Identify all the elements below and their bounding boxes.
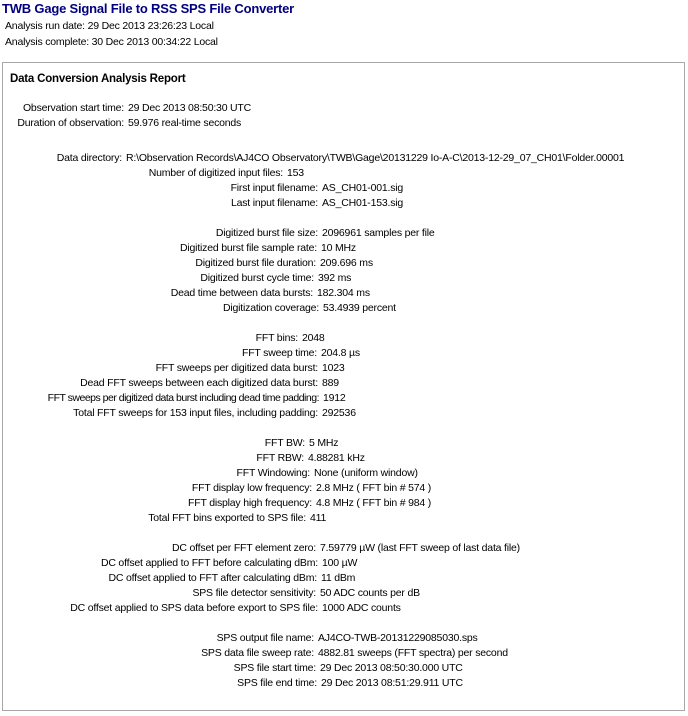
line-label: FFT sweeps per digitized data burst: <box>155 362 318 374</box>
line-label: DC offset applied to FFT after calculating dBm: <box>108 572 317 584</box>
line-fft-bins <box>3 331 325 345</box>
line-dc-offset-after-dbm <box>3 571 355 585</box>
line-value: 2096961 samples per file <box>322 227 435 239</box>
line-label: Digitization coverage: <box>223 302 319 314</box>
line-label: SPS file end time: <box>237 677 317 689</box>
line-dead-time-between-bursts <box>3 286 370 300</box>
line-dc-offset-element-zero <box>3 541 520 555</box>
line-label: Dead FFT sweeps between each digitized data burst: <box>80 377 318 389</box>
line-label: FFT RBW: <box>256 452 304 464</box>
line-number-of-input-files <box>3 166 304 180</box>
line-sps-data-file-sweep-rate <box>3 646 508 660</box>
line-label: Last input filename: <box>230 197 318 209</box>
line-value: 53.4939 percent <box>323 302 396 314</box>
line-value: 1023 <box>322 362 345 374</box>
line-value: 100 µW <box>322 557 358 569</box>
line-label: Digitized burst file sample rate: <box>180 242 317 254</box>
line-value: None (uniform window) <box>314 467 418 479</box>
line-fft-sweep-time <box>3 346 360 360</box>
line-burst-file-duration <box>3 256 373 270</box>
app-title: TWB Gage Signal File to RSS SPS File Converter <box>2 1 295 16</box>
analysis-complete-date: Analysis complete: 30 Dec 2013 00:34:22 Local <box>5 36 218 48</box>
line-label: SPS output file name: <box>216 632 314 644</box>
line-label: SPS file detector sensitivity: <box>192 587 316 599</box>
line-value: 4882.81 sweeps (FFT spectra) per second <box>318 647 508 659</box>
line-digitization-coverage <box>3 301 396 315</box>
line-burst-file-size <box>3 226 435 240</box>
line-label: Digitized burst cycle time: <box>200 272 314 284</box>
line-observation-start-time <box>3 101 251 115</box>
line-value: 411 <box>310 512 327 524</box>
line-burst-cycle-time <box>3 271 351 285</box>
analysis-run-date: Analysis run date: 29 Dec 2013 23:26:23 Local <box>5 20 214 32</box>
line-fft-display-low-frequency <box>3 481 431 495</box>
line-label: FFT sweeps per digitized data burst including dead time padding: <box>47 392 319 404</box>
line-value: 11 dBm <box>321 572 356 584</box>
line-value: 59.976 real-time seconds <box>128 117 242 129</box>
line-value: R:\Observation Records\AJ4CO Observatory\TWB\Gage\20131229 Io-A-C\2013-12-29_07_CH01\Folder.00001 <box>126 152 625 164</box>
line-duration-of-observation <box>3 116 241 130</box>
line-dc-offset-before-dbm <box>3 556 357 570</box>
line-value: 29 Dec 2013 08:50:30 UTC <box>128 102 252 114</box>
line-value: 889 <box>322 377 339 389</box>
line-value: 4.8 MHz ( FFT bin # 984 ) <box>316 497 432 509</box>
line-last-input-filename <box>3 196 403 210</box>
line-dead-fft-sweeps <box>3 376 339 390</box>
line-label: FFT display low frequency: <box>191 482 312 494</box>
line-label: FFT BW: <box>264 437 305 449</box>
line-fft-sweeps-per-burst <box>3 361 345 375</box>
line-label: Digitized burst file duration: <box>195 257 316 269</box>
line-label: FFT display high frequency: <box>188 497 312 509</box>
line-fft-rbw <box>3 451 365 465</box>
line-value: 182.304 ms <box>317 287 370 299</box>
line-burst-sample-rate <box>3 241 356 255</box>
line-total-fft-bins-exported <box>3 511 326 525</box>
line-value: 292536 <box>322 407 356 419</box>
line-label: DC offset applied to FFT before calculating dBm: <box>100 557 318 569</box>
line-label: FFT Windowing: <box>236 467 310 479</box>
line-value: 1912 <box>323 392 346 404</box>
line-label: SPS data file sweep rate: <box>201 647 314 659</box>
report-heading: Data Conversion Analysis Report <box>10 73 186 85</box>
line-label: Total FFT sweeps for 153 input files, including padding: <box>73 407 318 419</box>
line-label: FFT sweep time: <box>242 347 317 359</box>
line-fft-bw <box>3 436 338 450</box>
line-value: 204.8 µs <box>321 347 360 359</box>
line-value: 2.8 MHz ( FFT bin # 574 ) <box>316 482 432 494</box>
report-panel <box>2 62 685 711</box>
line-value: 5 MHz <box>309 437 339 449</box>
line-sps-output-file-name <box>3 631 478 645</box>
line-fft-display-high-frequency <box>3 496 431 510</box>
line-label: SPS file start time: <box>233 662 316 674</box>
line-value: AS_CH01-153.sig <box>322 197 404 209</box>
line-data-directory <box>3 151 624 165</box>
line-label: Data directory: <box>56 152 122 164</box>
line-label: Digitized burst file size: <box>215 227 318 239</box>
line-label: Duration of observation: <box>17 117 124 129</box>
line-dc-offset-sps-export <box>3 601 401 615</box>
line-value: AS_CH01-001.sig <box>322 182 404 194</box>
line-value: 7.59779 µW (last FFT sweep of last data file) <box>320 542 520 554</box>
line-first-input-filename <box>3 181 403 195</box>
line-value: 29 Dec 2013 08:51:29.911 UTC <box>321 677 463 689</box>
line-value: 50 ADC counts per dB <box>320 587 420 599</box>
line-label: Number of digitized input files: <box>148 167 283 179</box>
line-value: 2048 <box>302 332 325 344</box>
line-label: FFT bins: <box>255 332 298 344</box>
line-fft-windowing <box>3 466 418 480</box>
line-value: AJ4CO-TWB-20131229085030.sps <box>318 632 478 644</box>
line-label: Observation start time: <box>22 102 124 114</box>
line-label: DC offset per FFT element zero: <box>172 542 316 554</box>
line-sps-file-end-time <box>3 676 463 690</box>
line-value: 209.696 ms <box>320 257 373 269</box>
line-value: 153 <box>287 167 304 179</box>
line-value: 29 Dec 2013 08:50:30.000 UTC <box>320 662 463 674</box>
line-label: Dead time between data bursts: <box>170 287 313 299</box>
line-label: DC offset applied to SPS data before export to SPS file: <box>70 602 318 614</box>
line-total-fft-sweeps <box>3 406 356 420</box>
line-value: 10 MHz <box>321 242 356 254</box>
line-sps-file-start-time <box>3 661 463 675</box>
line-value: 1000 ADC counts <box>322 602 401 614</box>
line-sps-detector-sensitivity <box>3 586 420 600</box>
line-value: 392 ms <box>318 272 352 284</box>
line-fft-sweeps-with-padding <box>3 391 346 405</box>
line-label: First input filename: <box>230 182 318 194</box>
line-label: Total FFT bins exported to SPS file: <box>148 512 306 524</box>
line-value: 4.88281 kHz <box>308 452 365 464</box>
